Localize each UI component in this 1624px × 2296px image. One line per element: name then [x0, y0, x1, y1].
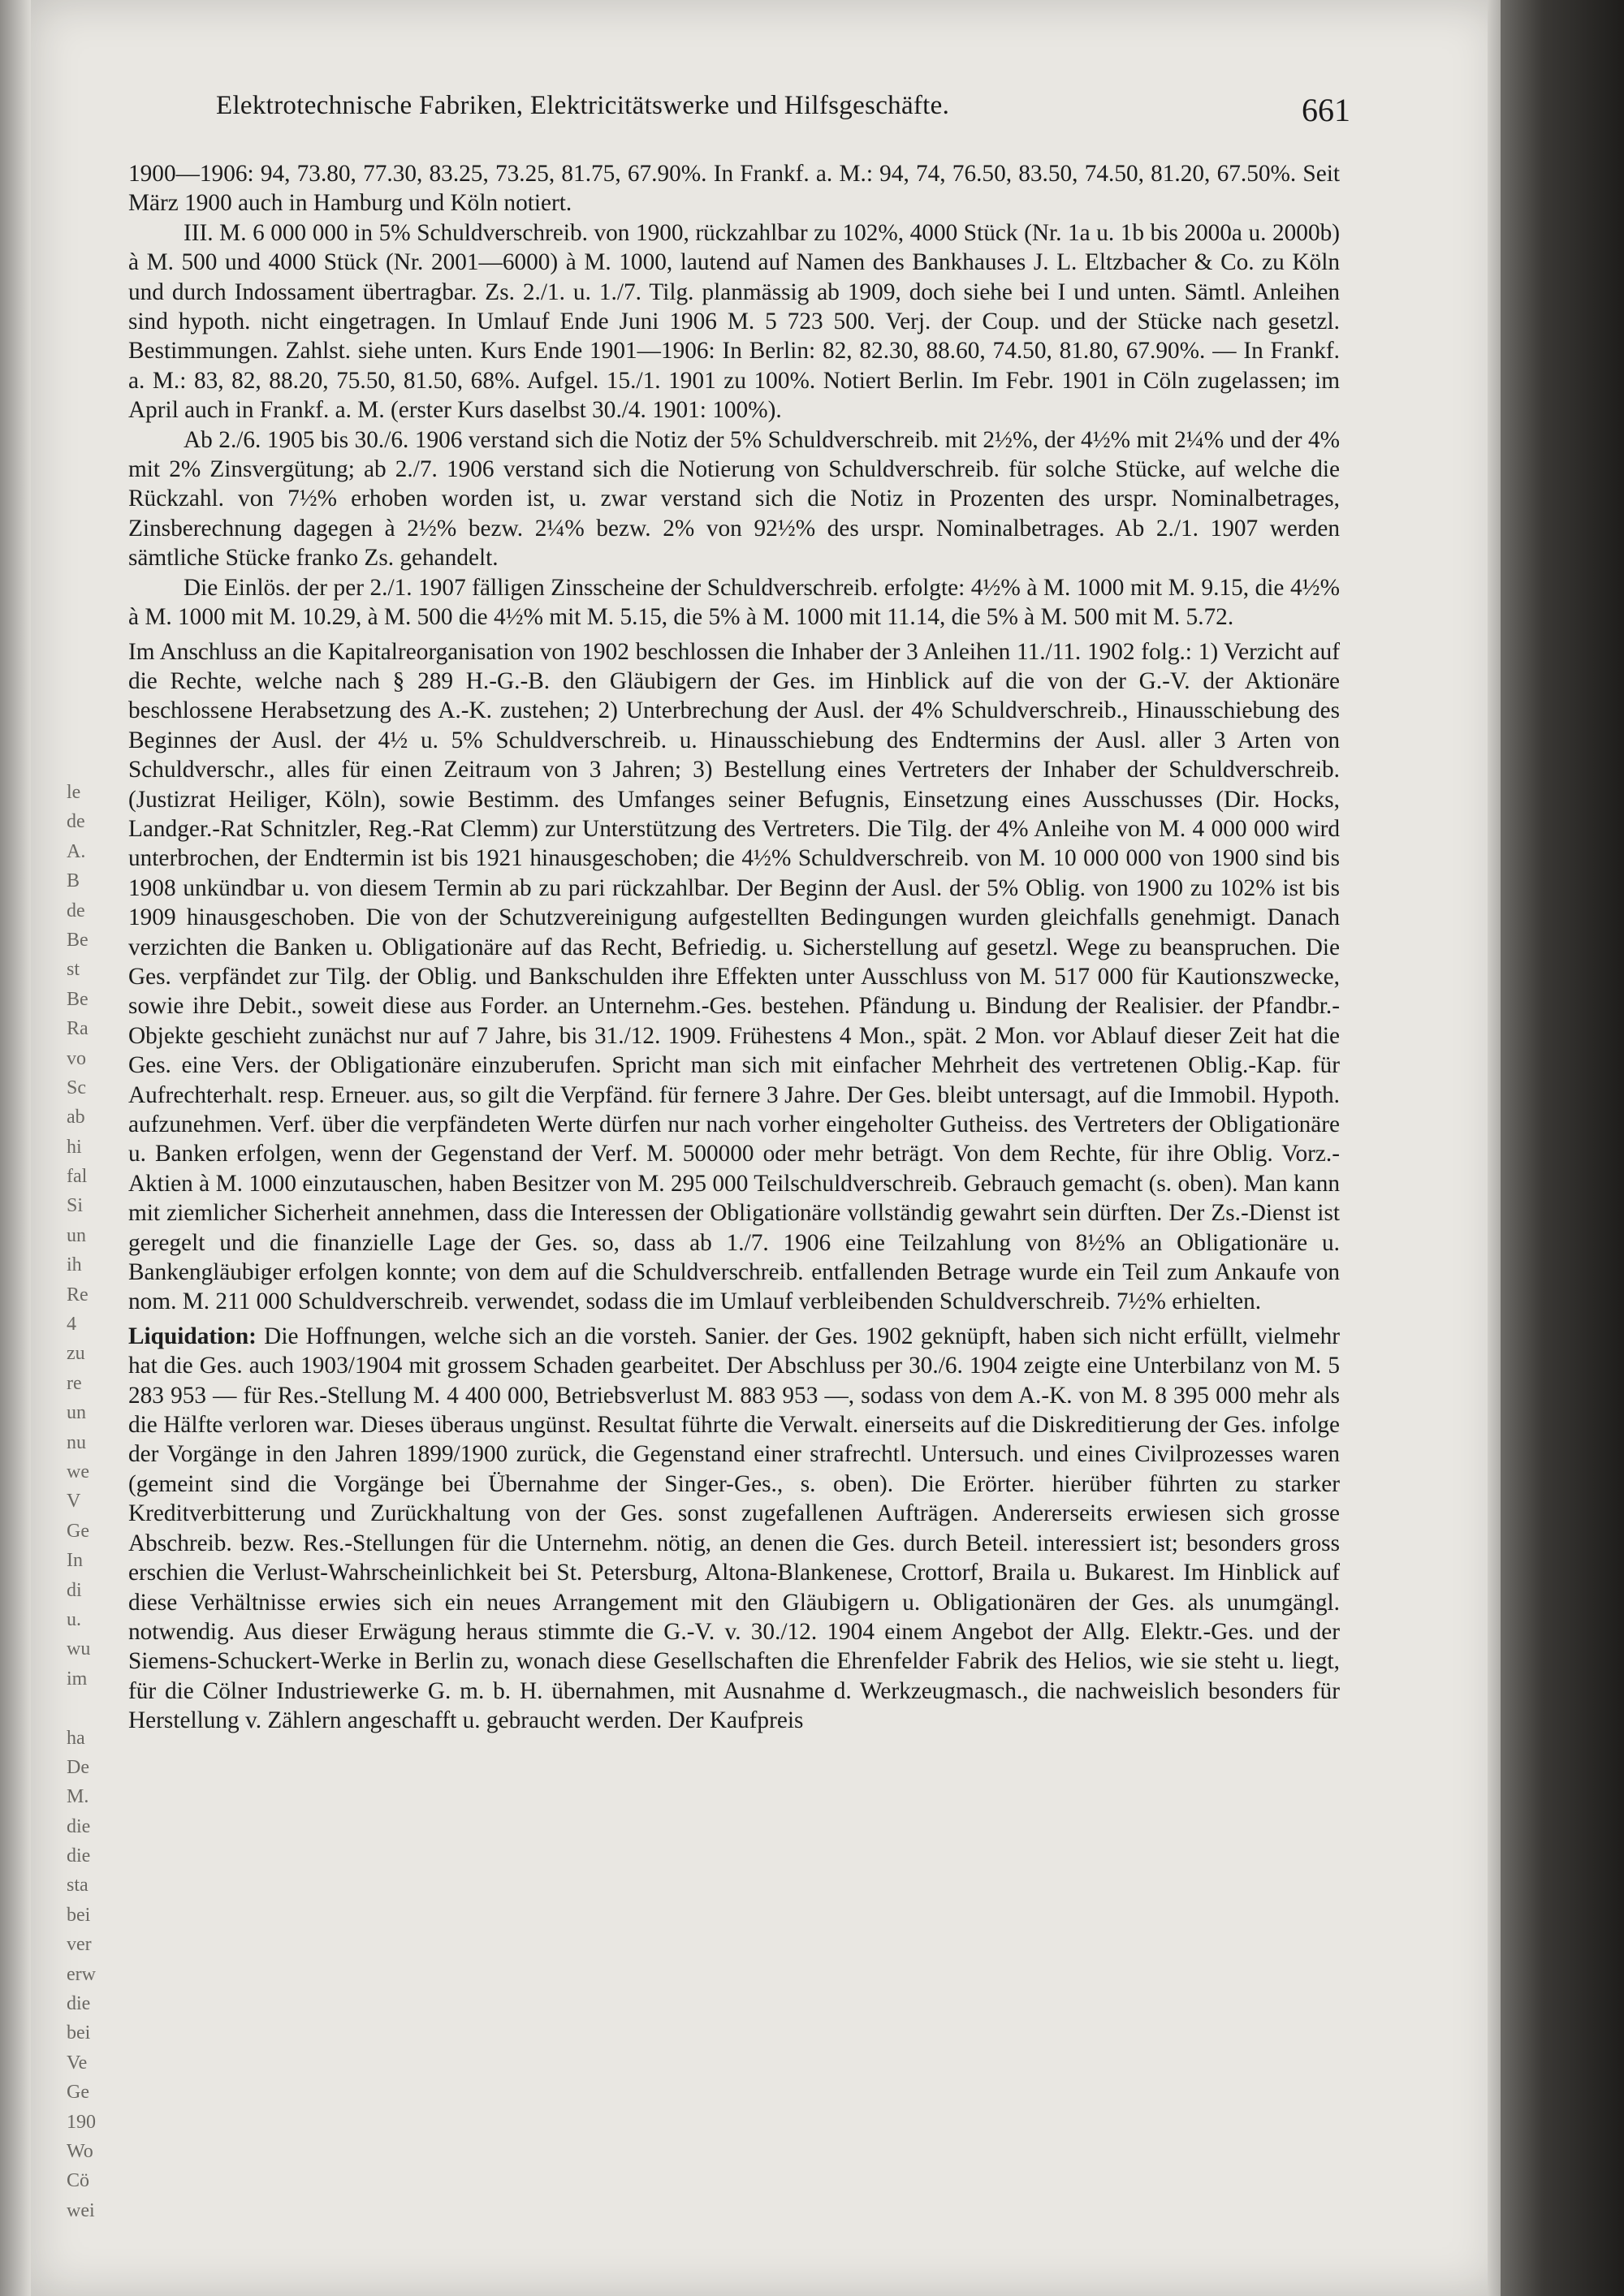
margin-fragment: di: [67, 1579, 82, 1601]
margin-fragment: De: [67, 1756, 89, 1778]
margin-fragment: 4: [67, 1314, 76, 1336]
margin-fragment: ab: [67, 1107, 85, 1129]
margin-fragment: wei: [67, 2199, 95, 2221]
margin-fragment: de: [67, 900, 85, 921]
margin-fragment: Re: [67, 1284, 89, 1306]
margin-fragment: Ge: [67, 2082, 89, 2104]
margin-fragment: ver: [67, 1934, 92, 1956]
paragraph-notiz: Ab 2./6. 1905 bis 30./6. 1906 verstand sich die Notiz der 5% Schuldverschreib. mit 2½%, der 4½% mit 2¼% und der 4% mit 2% Zinsvergütung; ab 2./7. 1906 verstand sich die Notierung von Schuldverschreib. für solche Stücke, auf welche die Rückzahl. von 7½% erhoben worden ist, u. zwar verstand sich die Notiz in Prozenten des urspr. Nominalbetrages, Zinsberechnung dagegen à 2½% bezw. 2¼% bezw. 2% von 92½% des urspr. Nominalbetrages. Ab 2./1. 1907 werden sämtliche Stücke franko Zs. gehandelt.: [128, 426, 1340, 572]
scan-background: [1501, 0, 1624, 2296]
margin-fragment: B: [67, 870, 80, 892]
paragraph-einloesung: Die Einlös. der per 2./1. 1907 fälligen Zinsscheine der Schuldverschreib. erfolgte: 4½% à M. 1000 mit M. 9.15, die 4½% à M. 1000 mit M. 10.29, à M. 500 die 4½% mit M. 5.15, die 5% à M. 1000 mit 11.14, die 5% à M. 500 mit M. 5.72.: [128, 574, 1340, 631]
liquidation-text: Die Hoffnungen, welche sich an die vorsteh. Sanier. der Ges. 1902 geknüpft, haben sich nicht erfüllt, vielmehr hat die Ges. auch 1903/1904 mit grossem Schaden gearbeitet. Der Abschluss per 30./6. 1904 zeigte eine Unterbilanz von M. 5 283 953 — für Res.-Stellung M. 4 400 000, Betriebsverlust M. 883 953 —, sodass von dem A.-K. von M. 8 395 000 mehr als die Hälfte verloren war. Dieses überaus ungünst. Resultat führte die Verwalt. einerseits auf die Diskreditierung der Ges. infolge der Vorgänge in den Jahren 1899/1900 zurück, die Gegenstand einer strafrechtl. Untersuch. und eines Civilprozesses waren (gemeint sind die Vorgänge bei Übernahme der Singer-Ges., s. oben). Die Erörter. hierüber führten zu starker Kreditverbitterung und Zurückhaltung von der Ges. sonst zugefallenen Aufträgen. Andererseits erwiesen sich grosse Abschreib. bezw. Res.-Stellungen für die Unternehm. nötig, an denen die Ges. durch Beteil. interessiert ist; besonders gross erschien die Verlust-Wahrscheinlichkeit bei St. Petersburg, Altona-Blankenese, Crottorf, Braila u. Bukarest. Im Hinblick auf diese Verhältnisse erwies sich ein neues Arrangement mit den Gläubigern u. Obligationären der Ges. als unumgängl. notwendig. Aus dieser Erwägung heraus stimmte die G.-V. v. 30./12. 1904 einem Angebot der Allg. Elektr.-Ges. und der Siemens-Schuckert-Werke in Berlin zu, wonach diese Gesellschaften die Ehrenfelder Fabrik des Helios, wie sie steht u. liegt, für die Cölner Industriewerke G. m. b. H. übernahmen, mit Ausnahme d. Werkzeugmasch., die nachweislich besonders für Herstellung v. Zählern angeschafft u. gebraucht werden. Der Kaufpreis: [128, 1323, 1341, 1734]
margin-fragment: V: [67, 1491, 81, 1513]
margin-fragment: die: [67, 1845, 91, 1867]
margin-fragment: Si: [67, 1195, 84, 1217]
margin-fragment: erw: [67, 1963, 96, 1985]
book-spine: [0, 0, 31, 2296]
paragraph-anleihe-iii: III. M. 6 000 000 in 5% Schuldverschreib. von 1900, rückzahlbar zu 102%, 4000 Stück (Nr. 1a u. 1b bis 2000a u. 2000b) à M. 500 und 4000 Stück (Nr. 2001—6000) à M. 1000, lautend auf Namen des Bankhauses J. L. Eltzbacher & Co. zu Köln und durch Indossament übertragbar. Zs. 2./1. u. 1./7. Tilg. planmässig ab 1909, doch siehe bei I und unten. Sämtl. Anleihen sind hypoth. nicht eingetragen. In Umlauf Ende Juni 1906 M. 5 723 500. Verj. der Coup. und der Stücke nach gesetzl. Bestimmungen. Zahlst. siehe unten. Kurs Ende 1901—1906: In Berlin: 82, 82.30, 88.60, 74.50, 81.80, 67.90%. — In Frankf. a. M.: 83, 82, 88.20, 75.50, 81.50, 68%. Aufgel. 15./1. 1901 zu 100%. Notiert Berlin. Im Febr. 1901 in Cöln zugelassen; im April auch in Frankf. a. M. (erster Kurs daselbst 30./4. 1901: 100%).: [128, 219, 1340, 424]
margin-fragment: die: [67, 1815, 91, 1837]
paragraph-liquidation: [128, 1322, 1340, 1736]
margin-fragment: sta: [67, 1875, 89, 1897]
margin-fragment: hi: [67, 1136, 82, 1158]
margin-fragment: nu: [67, 1431, 86, 1453]
margin-fragment: Cö: [67, 2170, 90, 2192]
running-header: Elektrotechnische Fabriken, Elektricitätswerke und Hilfsgeschäfte.: [216, 91, 950, 120]
margin-fragment: ha: [67, 1727, 85, 1749]
page-number: 661: [1302, 92, 1350, 128]
margin-fragment: un: [67, 1224, 86, 1246]
margin-fragment: we: [67, 1461, 89, 1482]
margin-fragment: M.: [67, 1786, 89, 1808]
margin-fragment: bei: [67, 1904, 91, 1926]
margin-fragment: wu: [67, 1638, 91, 1660]
margin-fragment: Ge: [67, 1520, 89, 1542]
margin-fragment: Ve: [67, 2052, 88, 2074]
margin-fragment: Sc: [67, 1077, 86, 1098]
paragraph-kapitalreorganisation: Im Anschluss an die Kapitalreorganisation von 1902 beschlossen die Inhaber der 3 Anleihen 11./11. 1902 folg.: 1) Verzicht auf die Rechte, welche nach § 289 H.-G.-B. den Gläubigern der Ges. im Hinblick auf die von der G.-V. der Aktionäre beschlossene Herabsetzung des A.-K. zustehen; 2) Unterbrechung der Ausl. der 4% Schuldverschreib., Hinausschiebung des Beginnes der Ausl. der 4½ u. 5% Schuldverschreib. u. Hinausschiebung des Endtermins der Ausl. aller 3 Arten von Schuldverschr., alles für einen Zeitraum von 3 Jahren; 3) Bestellung eines Vertreters der Inhaber der Schuldverschreib. (Justizrat Heiliger, Köln), sowie Bestimm. des Umfanges seiner Befugnis, Einsetzung eines Ausschusses (Dir. Hocks, Landger.-Rat Schnitzler, Reg.-Rat Clemm) zur Unterstützung des Vertreters. Die Tilg. der 4% Anleihe von M. 4 000 000 wird unterbrochen, der Endtermin ist bis 1921 hinausgeschoben; die 4½% Schuldverschreib. von M. 10 000 000 von 1900 sind bis 1908 unkündbar u. von diesem Termin ab zu pari rückzahlbar. Der Beginn der Ausl. der 5% Oblig. von 1900 zu 102% ist bis 1909 hinausgeschoben. Die von der Schutzvereinigung aufgestellten Bedingungen wurden gleichfalls genehmigt. Danach verzichten die Banken u. Obligationäre auf das Recht, Befriedig. u. Sicherstellung auf gesetzl. Wege zu beanspruchen. Die Ges. verpfändet zur Tilg. der Oblig. und Bankschulden ihre Effekten unter Ausschluss von M. 517 000 für Kautionszwecke, sowie ihre Debit., soweit diese aus Forder. an Unternehm.-Ges. bestehen. Pfändung u. Bindung der Realisier. der Pfandbr.-Objekte geschieht zunächst nur auf 7 Jahre, bis 31./12. 1909. Frühestens 4 Mon., spät. 2 Mon. vor Ablauf dieser Zeit hat die Ges. eine Vers. der Obligationäre einzuberufen. Spricht man sich mit einfacher Mehrheit des vertretenen Oblig.-Kap. für Aufrechterhalt. resp. Erneuer. aus, so gilt die Verpfänd. für fernere 3 Jahre. Der Ges. bleibt untersagt, auf die Immobil. Hypoth. aufzunehmen. Verf. über die verpfändeten Werte dürfen nur nach vorher eingeholter Gutheiss. des Vertreters der Obligationäre u. Banken erfolgen, wenn der Gegenstand der Verf. M. 500000 oder mehr beträgt. Von dem Rechte, für ihre Oblig. Vorz.-Aktien à M. 1000 einzutauschen, haben Besitzer von M. 295 000 Teilschuldverschreib. Gebrauch gemacht (s. oben). Man kann mit ziemlicher Sicherheit annehmen, dass die Interessen der Obligationäre vollständig gewahrt sein dürften. Der Zs.-Dienst ist geregelt und die finanzielle Lage der Ges. so, dass ab 1./7. 1906 eine Teilzahlung von 8½% an Obligationäre u. Bankengläubiger erfolgen konnte; von dem auf die Schuldverschreib. entfallenden Betrage wurde ein Teil zum Ankaufe von nom. M. 211 000 Schuldverschreib. verwendet, sodass die im Umlauf verbleibenden Schuldverschreib. 7½% erhielten.: [128, 638, 1340, 1315]
margin-fragment: u.: [67, 1608, 81, 1630]
margin-fragments: [67, 778, 99, 2225]
margin-fragment: die: [67, 1993, 91, 2015]
document-page: [31, 0, 1501, 2296]
margin-fragment: Be: [67, 929, 89, 951]
margin-fragment: Ra: [67, 1018, 89, 1040]
liquidation-label: Liquidation:: [128, 1323, 257, 1349]
margin-fragment: de: [67, 811, 85, 833]
margin-fragment: re: [67, 1372, 82, 1394]
margin-fragment: st: [67, 959, 80, 981]
margin-fragment: vo: [67, 1047, 86, 1069]
margin-fragment: Be: [67, 988, 89, 1010]
margin-fragment: le: [67, 782, 81, 803]
margin-fragment: im: [67, 1668, 88, 1690]
margin-fragment: 190: [67, 2111, 96, 2133]
margin-fragment: ih: [67, 1254, 82, 1276]
margin-fragment: bei: [67, 2022, 91, 2044]
margin-fragment: [67, 1694, 99, 1723]
paragraph-kurs-1900-1906: 1900—1906: 94, 73.80, 77.30, 83.25, 73.25, 81.75, 67.90%. In Frankf. a. M.: 94, 74, 76.50, 83.50, 74.50, 81.20, 67.50%. Seit März 1900 auch in Hamburg und Köln notiert.: [128, 161, 1340, 217]
margin-fragment: A.: [67, 840, 86, 862]
margin-fragment: In: [67, 1550, 83, 1572]
margin-fragment: fal: [67, 1166, 88, 1188]
body-text: [128, 159, 1340, 1736]
margin-fragment: un: [67, 1402, 86, 1424]
margin-fragment: zu: [67, 1343, 85, 1365]
margin-fragment: Wo: [67, 2140, 93, 2162]
